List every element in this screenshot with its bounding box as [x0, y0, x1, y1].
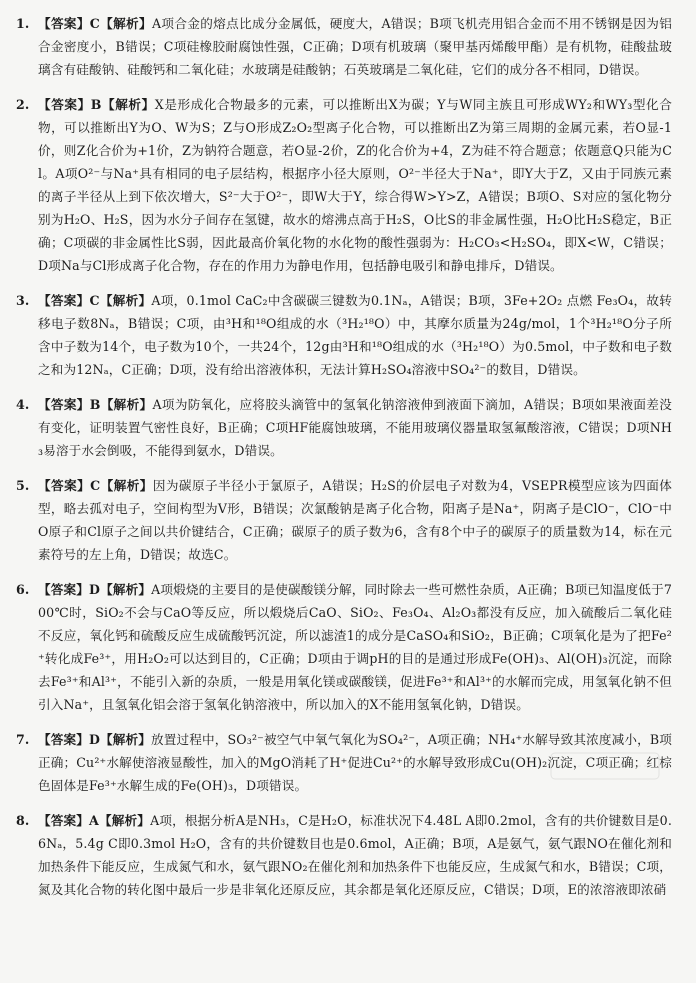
question-number: 4.: [16, 397, 30, 412]
answer-tag: 【答案】B【解析】: [38, 97, 155, 112]
explanation-text: A项为防氧化，应将胶头滴管中的氢氧化钠溶液伸到液面下滴加，A错误；B项如果液面差没有变化，证明装置气密性良好，B正确；C项HF能腐蚀玻璃，不能用玻璃仪器量取氢氟酸溶液，C错误；D项NH₃易溶于水会倒吸，不能得到氨水，D错误。: [38, 397, 672, 458]
question-2: [16, 93, 672, 277]
answer-tag: 【答案】B【解析】: [38, 397, 153, 412]
question-number: 8.: [16, 813, 30, 828]
question-4: [16, 393, 672, 462]
question-8: [16, 809, 672, 901]
explanation-text: A项，根据分析A是NH₃，C是H₂O，标准状况下4.48L A即0.2mol，含有的共价键数目是0.6Nₐ，5.4g C即0.3mol H₂O，含有的共价键数目也是0.6mol，A正确；B项，A是氨气，氨气跟NO在催化剂和加热条件下能反应，生成氮气和水，氨气跟NO₂在催化剂和加热条件下也能反应，生成氮气和水，B错误；C项，氮及其化合物的转化图中最后一步是非氧化还原反应，其余都是氧化还原反应，C错误；D项，E的浓溶液即浓硝: [38, 813, 672, 897]
question-1: [16, 12, 672, 81]
question-number: 3.: [16, 293, 30, 308]
question-number: 5.: [16, 478, 30, 493]
answer-tag: 【答案】D【解析】: [38, 732, 152, 747]
explanation-text: X是形成化合物最多的元素，可以推断出X为碳；Y与W同主族且可形成WY₂和WY₃型化合物，可以推断出Y为O、W为S；Z与O形成Z₂O₂型离子化合物，可以推断出Z为第三周期的金属元素，若O显-1价，则Z化合价为+1价，Z为钠符合题意，若O显-2价，Z的化合价为+4，Z为硅不符合题意；依题意Q只能为Cl。A项O²⁻与Na⁺具有相同的电子层结构，根据序小径大原则，O²⁻半径大于Na⁺，即Y大于Z，又由于同族元素的离子半径从上到下依次增大，S²⁻大于O²⁻，即W大于Y，综合得W>Y>Z，A错误；B项O、S对应的氢化物分别为H₂O、H₂S，因为水分子间存在氢键，故水的熔沸点高于H₂S，O比S的非金属性强，H₂O比H₂S稳定，B正确；C项碳的非金属性比S弱，因此最高价氧化物的水化物的酸性强弱为：H₂CO₃<H₂SO₄，即X<W，C错误；D项Na与Cl形成离子化合物，存在的作用力为静电作用，包括静电吸引和静电排斥，D错误。: [38, 97, 672, 273]
explanation-text: A项，0.1mol CaC₂中含碳碳三键数为0.1Nₐ，A错误；B项，3Fe+2O₂ 点燃 Fe₃O₄，故转移电子数8Nₐ，B错误；C项，由³H和¹⁸O组成的水（³H₂¹⁸O）中，其摩尔质量为24g/mol，1个³H₂¹⁸O分子所含中子数为14个，电子数为10个，一共24个，12g由³H和¹⁸O组成的水（³H₂¹⁸O）为0.5mol，中子数和电子数之和为12Nₐ，C正确；D项，没有给出溶液体积，无法计算H₂SO₄溶液中SO₄²⁻的数目，D错误。: [38, 293, 673, 377]
explanation-text: A项合金的熔点比成分金属低，硬度大，A错误；B项飞机壳用铝合金而不用不锈钢是因为铝合金密度小，B错误；C项硅橡胶耐腐蚀性强，C正确；D项有机玻璃（聚甲基丙烯酸甲酯）是有机物，硅酸盐玻璃含有硅酸钠、硅酸钙和二氧化硅；水玻璃是硅酸钠；石英玻璃是二氧化硅，它们的成分各不相同，D错误。: [38, 16, 672, 77]
question-6: [16, 578, 672, 716]
answer-tag: 【答案】C【解析】: [38, 478, 153, 493]
question-3: [16, 289, 672, 381]
question-number: 1.: [16, 16, 30, 31]
explanation-text: A项煅烧的主要目的是使碳酸镁分解，同时除去一些可燃性杂质，A正确；B项已知温度低于700℃时，SiO₂不会与CaO等反应，所以煅烧后CaO、SiO₂、Fe₃O₄、Al₂O₃都没有反应，加入硫酸后二氧化硅不反应，氧化钙和硫酸反应生成硫酸钙沉淀，所以滤渣1的成分是CaSO₄和SiO₂，B正确；C项氧化是为了把Fe²⁺转化成Fe³⁺，用H₂O₂可以达到目的，C正确；D项由于调pH的目的是通过形成Fe(OH)₃、Al(OH)₃沉淀，而除去Fe³⁺和Al³⁺，不能引入新的杂质，一般是用氧化镁或碳酸镁，促进Fe³⁺和Al³⁺的水解而完成，用氢氧化钠不但引入Na⁺，且氢氧化铝会溶于氢氧化钠溶液中，所以加入的X不能用氢氧化钠，D错误。: [38, 582, 672, 712]
answer-tag: 【答案】A【解析】: [38, 813, 151, 828]
answer-tag: 【答案】C【解析】: [38, 16, 152, 31]
answer-tag: 【答案】D【解析】: [38, 582, 152, 597]
question-number: 7.: [16, 732, 30, 747]
answer-tag: 【答案】C【解析】: [38, 293, 152, 308]
question-5: [16, 474, 672, 566]
question-number: 2.: [16, 97, 30, 112]
question-number: 6.: [16, 582, 30, 597]
faint-stamp-mark: [550, 752, 660, 780]
explanation-text: 因为碳原子半径小于氯原子，A错误；H₂S的价层电子对数为4，VSEPR模型应该为四面体型，略去孤对电子，空间构型为V形，B错误；次氯酸钠是离子化合物，阳离子是Na⁺，阴离子是ClO⁻，ClO⁻中O原子和Cl原子之间以共价键结合，C正确；碳原子的质子数为6，含有8个中子的碳原子的质量数为14，标在元素符号的左上角，D错误；故选C。: [38, 478, 672, 562]
explanation-text: 放置过程中，SO₃²⁻被空气中氧气氧化为SO₄²⁻，A项正确；NH₄⁺水解导致其浓度减小，B项正确；Cu²⁺水解使溶液显酸性，加入的MgO消耗了H⁺促进Cu²⁺的水解导致形成Cu(OH)₂沉淀，C项正确；红棕色固体是Fe³⁺水解生成的Fe(OH)₃，D项错误。: [38, 732, 672, 793]
